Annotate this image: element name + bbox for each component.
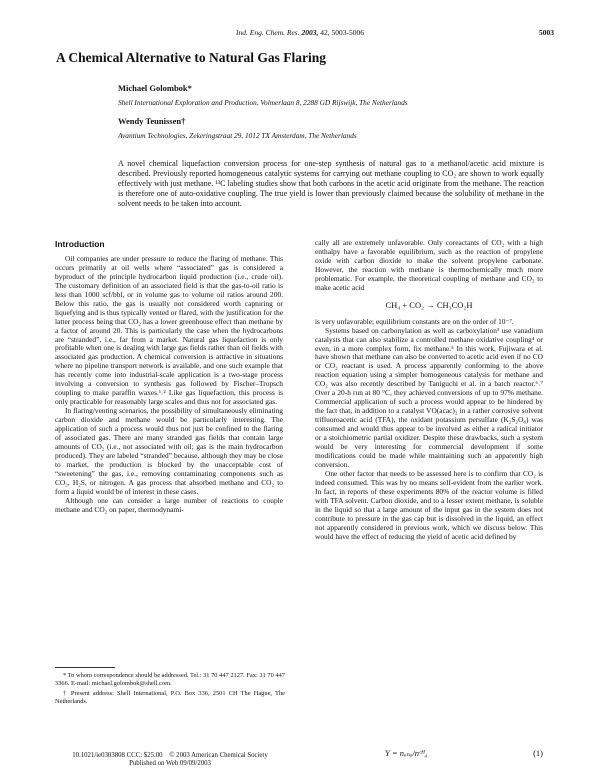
paragraph: In flaring/venting scenarios, the possibility of simultaneously eliminating carbon dioxide and methane would be particularly interesting. The application of such a process would thus not just be confined to the flaring of associated gas. There are many stranded gas fields that contain large amounts of CO₂ (i.e., not associated with oil; gas is the main hydrocarbon produced). They are labeled “stranded” because, although they may be close to market, the production is blocked by the unacceptable cost of “sweetening” the gas, i.e., removing contaminating components such as CO₂, H₂S, or nitrogen. A gas process that absorbed methane and CO₂ to form a liquid would be of interest in these cases. (55, 406, 283, 496)
paragraph: Although one can consider a large number of reactions to couple methane and CO₂ on paper, thermodynami- (55, 495, 283, 514)
journal-volume: 42, (320, 28, 330, 37)
journal-pages: 5003-5006 (331, 28, 364, 37)
footnote-correspondence: * To whom correspondence should be addressed. Tel.: 31 70 447 2127. Fax: 31 70 447 3366. E-mail: michael.golombok@shell.com. (55, 672, 285, 687)
journal-year: 2003, (301, 28, 319, 37)
affiliation-1: Shell International Exploration and Production, Volmerlaan 8, 2288 GD Rijswijk, The Netherlands (118, 98, 408, 107)
page-number: 5003 (539, 28, 554, 37)
paragraph: One other factor that needs to be assessed here is to confirm that CO₂ is indeed consumed. This was by no means self-evident from the earlier work. In fact, in reports of these experiments 80% of the reactor volume is filled with TFA solvent. Carbon dioxide, and to a lesser extent methane, is soluble in the liquid so that a large amount of the input gas in the system does not contribute to pressure in the gas cap but is dissolved in the liquid, an effect not apparently considered in previous work, which we discuss below. This would have the effect of reducing the yield of acetic acid defined by (315, 468, 543, 541)
left-column (55, 240, 283, 515)
equation-reaction: CH₄ + CO₂ → CH₃CO₂H (385, 299, 473, 310)
equation-number: (1) (533, 748, 543, 758)
right-column (315, 239, 543, 542)
doi: 10.1021/ie0303808 CCC: $25.00 (72, 752, 163, 759)
journal-name: Ind. Eng. Chem. Res. (236, 28, 300, 37)
footnote-rule (55, 667, 115, 668)
footnote-present-address: † Present address: Shell International, P.O. Box 336, 2501 CH The Hague, The Netherlands. (55, 690, 285, 705)
copyright: © 2003 American Chemical Society (169, 752, 268, 759)
section-heading: Introduction (55, 239, 105, 249)
abstract: A novel chemical liquefaction conversion process for one-step synthesis of natural gas to a methanol/acetic acid mixture is described. Previously reported homogeneous catalytic systems for carrying out methane coupling to CO₂ are shown to work equally effectively with just methane. ¹³C labeling studies show that both carbons in the acetic acid originate from the methane. The reaction is therefore one of auto-oxidative coupling. The true yield is lower than previously claimed because the solubility of methane in the solvent needs to be taken into account. (118, 159, 544, 209)
published-date: Published on Web 09/09/2003 (129, 760, 211, 767)
paragraph: Oil companies are under pressure to reduce the flaring of methane. This occurs primarily at oil wells where “associated” gas is considered a byproduct of the principle hydrocarbon liquid production (i.e., crude oil). The customary definition of an associated field is that the gas-to-oil ratio is less than 1000 scf/bbl, or in volume gas to volume oil ratios around 200. Below this ratio, the gas is usually not considered worth capturing or liquefying and is thus typically vented or flared, with the justification for the latter process being that CO₂ has a lower greenhouse effect than methane by a factor of around 20. This is particularly the case when the hydrocarbons are “stranded”, i.e., far from a market. Natural gas liquefaction is only profitable when one is dealing with large gas fields rather than oil fields with associated gas production. A chemical conversion is attractive in situations where no pipeline transport network is available, and one such example that has recently come into industrial-scale application is a two-stage process involving a conversion to synthesis gas followed by Fischer–Tropsch coupling to make paraffin waxes.¹˒² Like gas liquefaction, this process is only practicable for reasonably large scales and thus not for associated gas. (55, 253, 283, 407)
affiliation-2: Avantium Technologies, Zekeringstraat 29, 1012 TX Amsterdam, The Netherlands (118, 131, 357, 140)
paragraph: cally all are extremely unfavorable. Only coreactants of CO₂ with a high enthalpy have a favorable equilibrium, such as the reaction of propylene oxide with carbon dioxide to make the solvent propylene carbonate. However, the reaction with methane is thermochemically much more problematic. For example, the theoretical coupling of methane and CO₂ to make acetic acid (315, 238, 543, 292)
page-footer (0, 752, 470, 768)
paragraph: Systems based on carbonylation as well as carboxylation³ use vanadium catalysts that can also stabilize a controlled methane oxidative coupling⁴ or even, in a more complex form, fix methane.⁵ In this work, Fujiwara et al. have shown that methane can also be converted to acetic acid even if no CO or CO₂ reactant is used. A process apparently conforming to the above reaction equation using a simpler homogeneous catalysis for methane and CO₂ was also recently described by Taniguchi et al. in a batch reactor.⁶˒⁷ Over a 20-h run at 80 °C, they achieved conversions of up to 97% methane. Commercial application of such a process would appear to be hindered by the fact that, in addition to a catalyst VO(acac)₂ in a rather corrosive solvent trifluoroacetic acid (TFA), the oxidant potassium persulfate (K₂S₂O₈) was consumed and would thus appear to be involved as either a radical initiator or a stoichiometric partial oxidizer. Despite these drawbacks, such a system would be very interesting for commercial development if some modifications could be made while maintaining such an apparently high conversion. (315, 325, 543, 469)
author-2: Wendy Teunissen† (118, 116, 186, 126)
author-1: Michael Golombok* (118, 83, 192, 93)
journal-citation (200, 28, 400, 37)
paper-title: A Chemical Alternative to Natural Gas Flaring (56, 50, 326, 65)
equation-yield-expression: Y = nₐₙₐ/nᶜᴴ₄ (385, 748, 428, 758)
footnotes (55, 672, 285, 708)
paragraph: is very unfavorable; equilibrium constants are on the order of 10⁻⁷. (315, 316, 514, 326)
